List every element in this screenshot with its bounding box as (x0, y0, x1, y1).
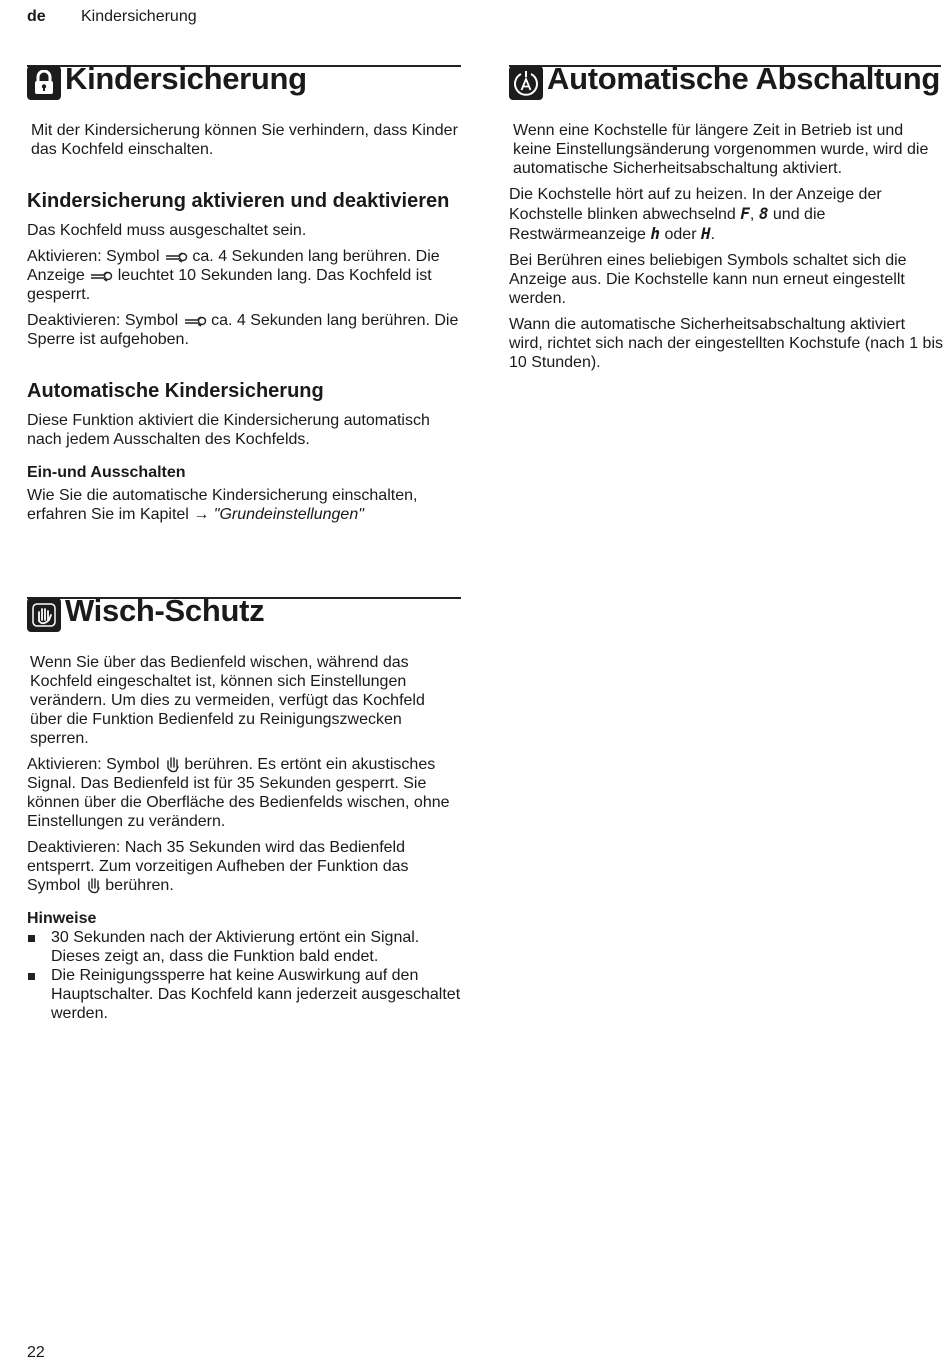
subheading-onoff: Ein-und Ausschalten (27, 464, 186, 481)
list-item: Die Reinigungssperre hat keine Auswirkung auf den Hauptschalter. Das Kochfeld kann jederzeit ausgeschaltet werden. (27, 966, 461, 1023)
wipe-protection-icon (27, 598, 61, 632)
wipe-protection-body (27, 653, 461, 1023)
auto-off-text-4: Wann die automatische Sicherheitsabschaltung aktiviert wird, richtet sich nach der eingestellten Kochstufe (nach 1 bis 10 Stunden). (509, 316, 944, 371)
auto-off-text-3: Bei Berühren eines beliebigen Symbols schaltet sich die Anzeige aus. Die Kochstelle kann nun erneut eingestellt werden. (509, 252, 907, 307)
auto-off-heading (509, 61, 941, 105)
subheading-auto-lock: Automatische Kindersicherung (27, 380, 324, 402)
display-8: 8 (758, 204, 769, 223)
display-h-small: h (650, 224, 661, 243)
subheading-activate: Kindersicherung aktivieren und deaktivieren (27, 190, 450, 212)
wipe-text-2: Aktivieren: Symbol berühren. Es ertönt ein akustisches Signal. Das Bedienfeld ist für 35 Sekunden gesperrt. Sie können über die Oberfläche des Bedienfelds wischen, ohne Einstellungen zu verändern. (27, 756, 450, 830)
key-symbol-icon (164, 251, 188, 263)
subheading-hints: Hinweise (27, 910, 97, 927)
hand-symbol-icon (85, 877, 101, 895)
chapter-link[interactable]: "Grundeinstellungen" (213, 506, 364, 523)
auto-off-icon (509, 66, 543, 100)
activate-text: Aktivieren: Symbol ca. 4 Sekunden lang berühren. Die Anzeige leuchtet 10 Sekunden lang. Das Kochfeld ist gesperrt. (27, 248, 440, 303)
auto-off-text-2: Die Kochstelle hört auf zu heizen. In der Anzeige der Kochstelle blinken abwechselnd F, 8 und die Restwärmeanzeige h oder H. (509, 186, 882, 243)
wipe-text-1: Wenn Sie über das Bedienfeld wischen, während das Kochfeld eingeschaltet ist, können sich Einstellungen verändern. Um dies zu vermeiden, verfügt das Kochfeld über die Funktion Bedienfeld zu Reinigungszwecken sperren. (30, 654, 425, 747)
precondition-text: Das Kochfeld muss ausgeschaltet sein. (27, 222, 307, 239)
wipe-protection-heading (27, 593, 461, 637)
header-title: Kindersicherung (81, 8, 197, 25)
hints-list (27, 928, 461, 1023)
display-h-large: H (700, 224, 711, 243)
intro-text: Mit der Kindersicherung können Sie verhindern, dass Kinder das Kochfeld einschalten. (31, 122, 458, 158)
key-symbol-icon (183, 315, 207, 327)
wipe-text-3: Deaktivieren: Nach 35 Sekunden wird das Bedienfeld entsperrt. Zum vorzeitigen Aufheben der Funktion das Symbol berühren. (27, 839, 409, 894)
lock-icon (27, 66, 61, 100)
hand-symbol-icon (164, 756, 180, 774)
onoff-text: Wie Sie die automatische Kindersicherung einschalten, erfahren Sie im Kapitel → "Grundeinstellungen" (27, 487, 418, 523)
section-title: Wisch-Schutz (65, 593, 265, 628)
header-language: de (27, 8, 46, 25)
auto-off-body (509, 121, 943, 379)
cross-reference-arrow: → (193, 506, 210, 523)
page-number: 22 (27, 1344, 45, 1361)
auto-lock-text: Diese Funktion aktiviert die Kindersicherung automatisch nach jedem Ausschalten des Kochfelds. (27, 412, 430, 448)
list-item: 30 Sekunden nach der Aktivierung ertönt ein Signal. Dieses zeigt an, dass die Funktion bald endet. (27, 928, 461, 966)
key-symbol-icon (89, 270, 113, 282)
section-title: Automatische Abschaltung (547, 61, 940, 96)
kindersicherung-body (27, 121, 461, 531)
kindersicherung-heading (27, 61, 461, 105)
display-f: F (740, 204, 750, 223)
auto-off-text-1: Wenn eine Kochstelle für längere Zeit in Betrieb ist und keine Einstellungsänderung vorgenommen wurde, wird die automatische Sicherheitsabschaltung aktiviert. (513, 122, 929, 177)
section-title: Kindersicherung (65, 61, 307, 96)
deactivate-text: Deaktivieren: Symbol ca. 4 Sekunden lang berühren. Die Sperre ist aufgehoben. (27, 312, 459, 348)
